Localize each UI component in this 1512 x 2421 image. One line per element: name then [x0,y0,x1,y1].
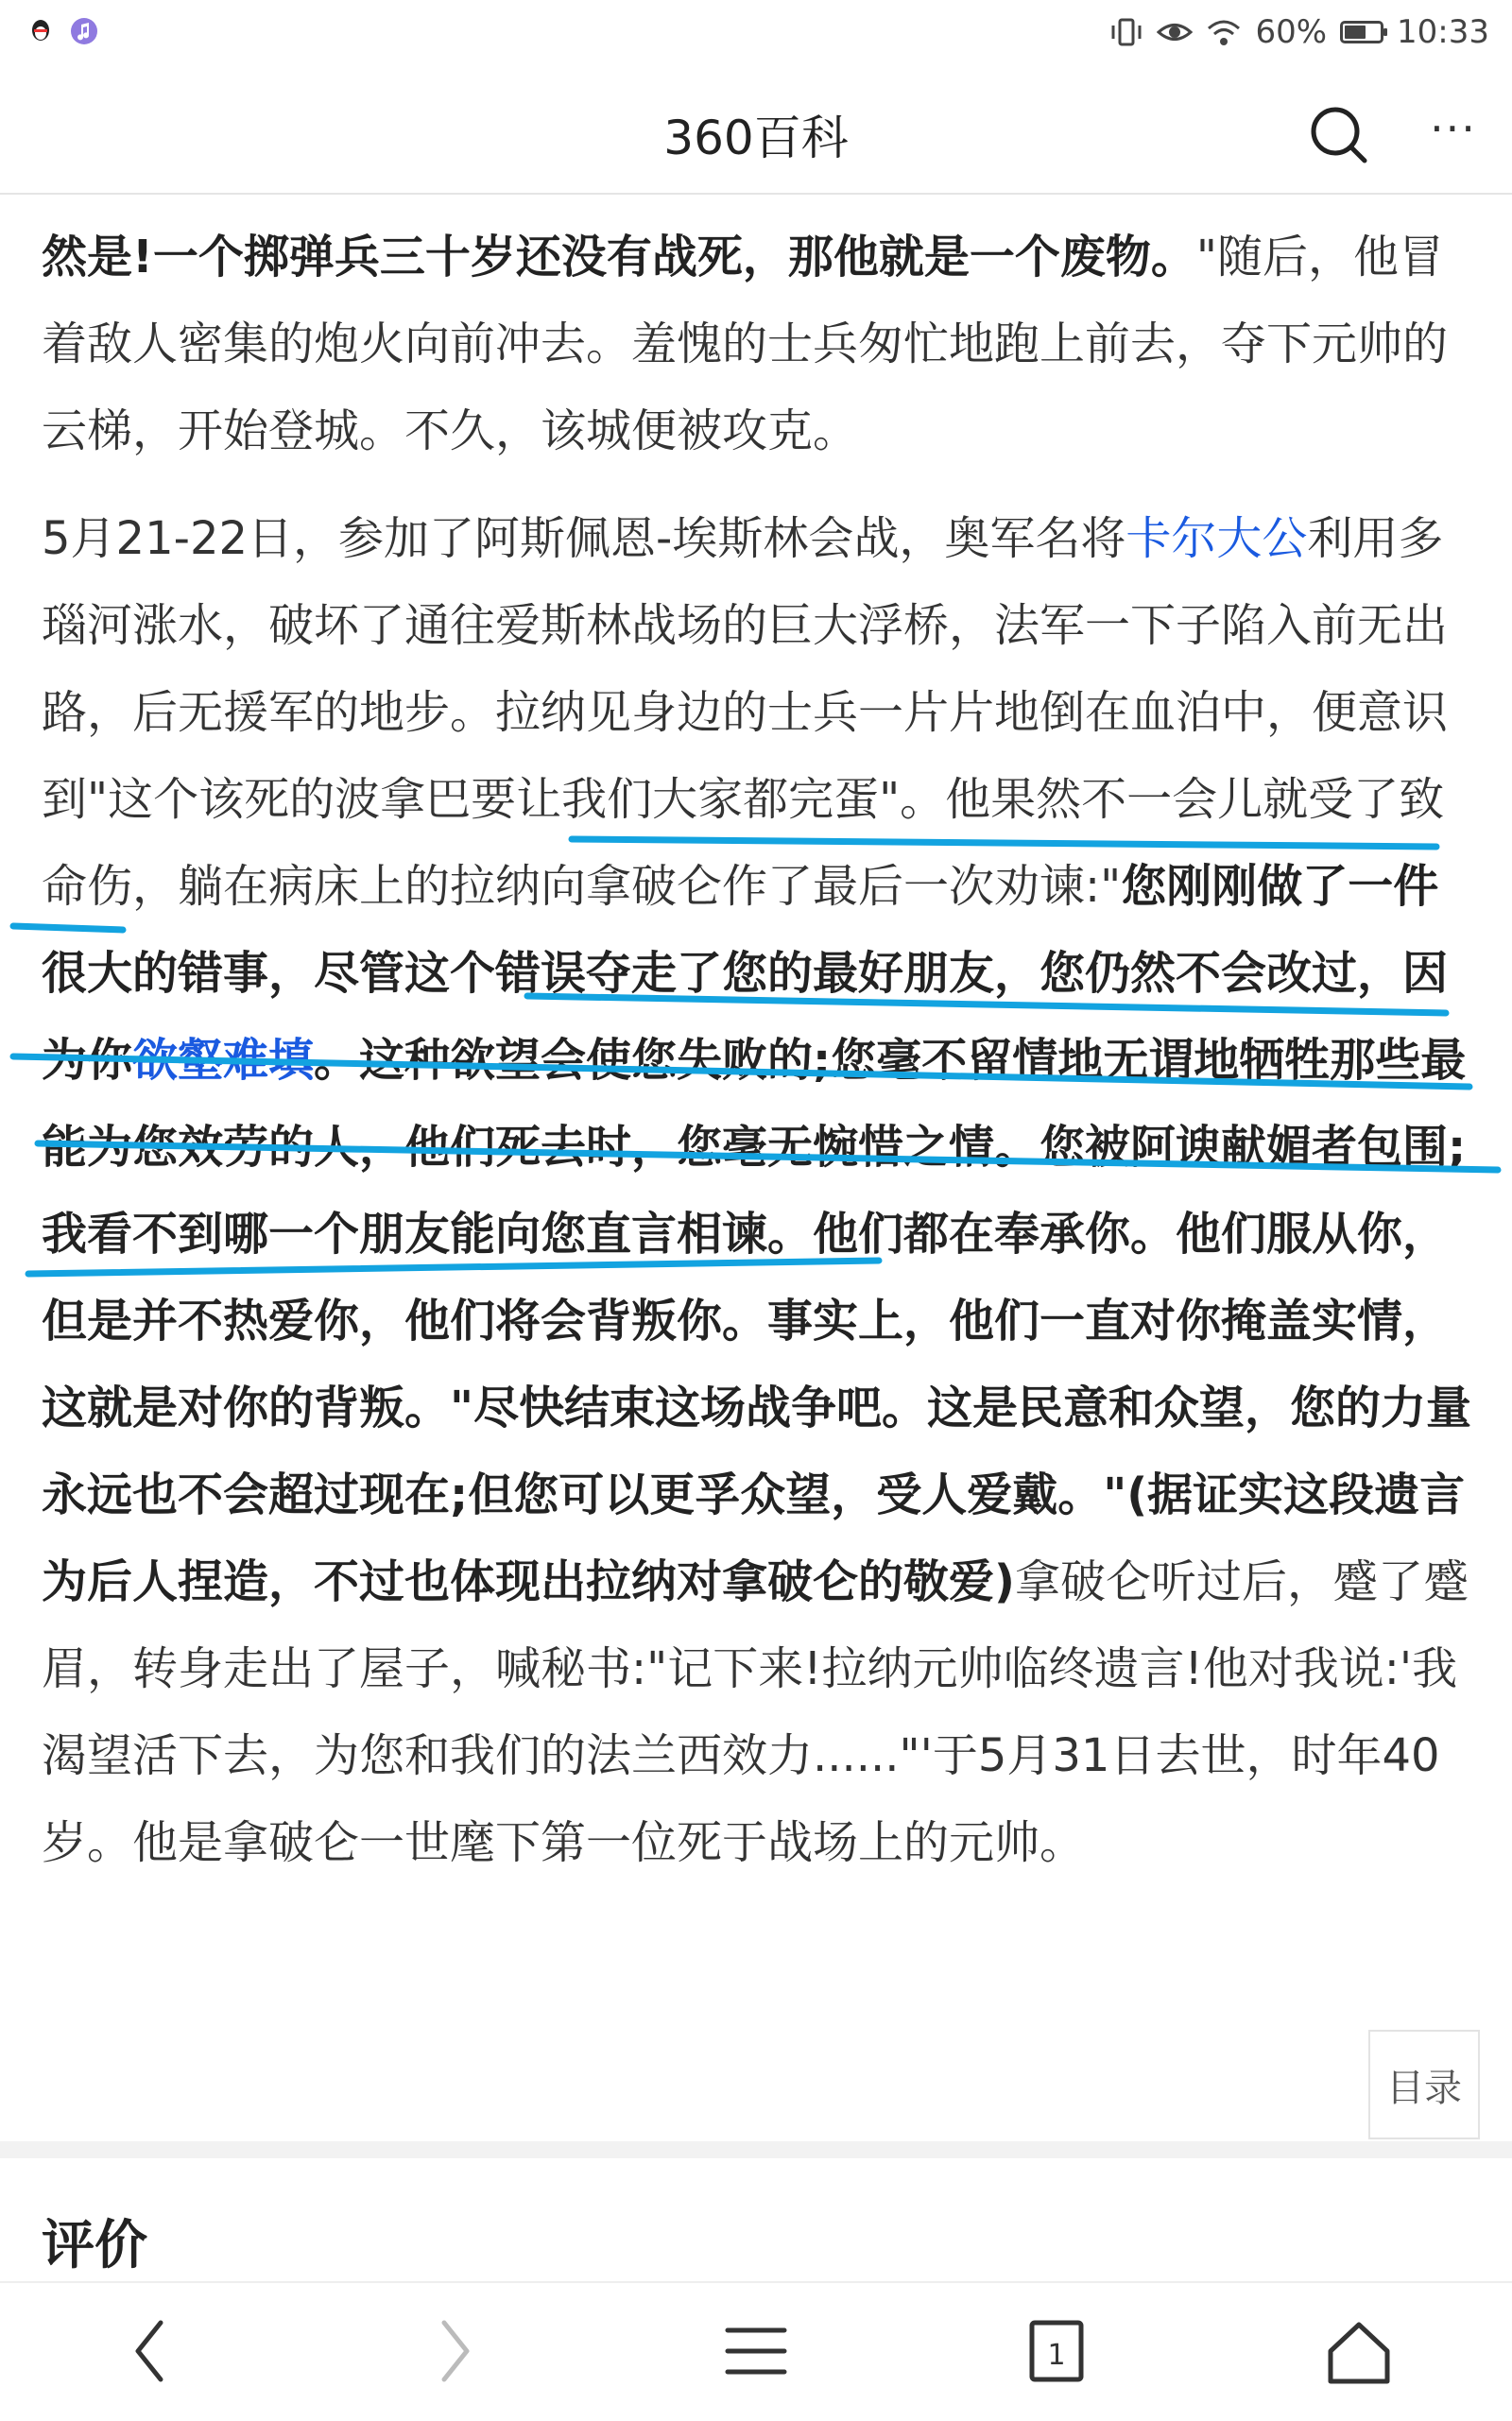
home-button[interactable] [1312,2304,1406,2398]
battery-level [1345,26,1366,39]
tabs-icon [1009,2304,1104,2398]
page-title: 360百科 [663,111,849,165]
toc-button[interactable]: 目录 [1368,2030,1480,2139]
forward-button[interactable] [404,2304,499,2398]
search-icon [1306,102,1372,168]
status-bar [0,0,1512,68]
tabs-button[interactable] [1009,2304,1104,2398]
vibrate-icon [1109,16,1143,48]
more-icon: ··· [1430,103,1477,154]
body-text: 利用多瑙河涨水，破坏了通往爱斯林战场的巨大浮桥，法军一下子陷入前无出路，后无援军的地步。拉纳见身边的士兵一片片地倒在血泊中，便意识到"这个该死的波拿巴要让我们大家都完蛋"。他果然不一会儿就受了致命伤，躺在病床上的拉纳向拿破仑作了最后一次劝谏:" [42,512,1449,913]
battery-percent: 60% [1255,13,1328,51]
menu-icon [709,2304,803,2398]
article-paragraph-1 [42,214,1478,474]
wifi-icon [1206,17,1242,47]
qq-icon [26,17,55,45]
article-body [42,214,1478,1886]
back-button[interactable] [106,2304,200,2398]
clock: 10:33 [1397,13,1489,51]
body-text: 5月21-22日，参加了阿斯佩恩-埃斯林会战，奥军名将 [42,512,1126,565]
app-bar [0,68,1512,195]
battery-icon [1340,21,1383,43]
article-link[interactable]: 卡尔大公 [1125,512,1308,565]
music-icon [70,17,98,45]
section-divider [0,2141,1512,2158]
menu-button[interactable] [709,2304,803,2398]
status-right [1109,13,1489,51]
tabs-count: 1 [1047,2339,1066,2372]
article-paragraph-2 [42,495,1478,1886]
more-button[interactable] [1425,103,1482,157]
search-button[interactable] [1306,102,1372,168]
section-title: 评价 [42,2215,147,2276]
bottom-nav [0,2281,1512,2421]
back-arrow-icon [106,2304,200,2398]
forward-arrow-icon [404,2304,499,2398]
article-link[interactable]: 欲壑难填 [132,1034,315,1087]
bold-text: 。这种欲望会使您失败的;您毫不留情地无谓地牺牲那些最能为您效劳的人，他们死去时，您毫无惋惜之情。您被阿谀献媚者包围;我看不到哪一个朋友能向您直言相谏。他们都在奉承你。他们服从你，但是并不热爱你，他们将会背叛你。事实上，他们一直对你掩盖实情，这就是对你的背叛。"尽快结束这场战争吧。这是民意和众望，您的力量永远也不会超过现在;但您可以更孚众望，受人爱戴。"(据证实这段遗言为后人捏造，不过也体现出拉纳对拿破仑的敬爱) [42,1034,1472,1608]
bold-text: 您刚刚做了一件很大的错事，尽管这个错误夺走了您的最好朋友，您仍然不会改过，因为你 [42,860,1449,1087]
body-text: 拿破仑听过后，蹙了蹙眉，转身走出了屋子，喊秘书:"记下来!拉纳元帅临终遗言!他对我说:'我渴望活下去，为您和我们的法兰西效力......"'于5月31日去世，时年40岁。他是拿破仑一世麾下第一位死于战场上的元帅。 [42,1555,1469,1869]
status-left-icons [26,17,98,45]
home-icon [1312,2304,1406,2398]
eye-icon [1157,18,1193,46]
bold-text: 然是!一个掷弹兵三十岁还没有战死，那他就是一个废物。 [42,231,1196,283]
body-text: "随后，他冒着敌人密集的炮火向前冲去。羞愧的士兵匆忙地跑上前去，夺下元帅的云梯，开始登城。不久，该城便被攻克。 [42,231,1449,457]
